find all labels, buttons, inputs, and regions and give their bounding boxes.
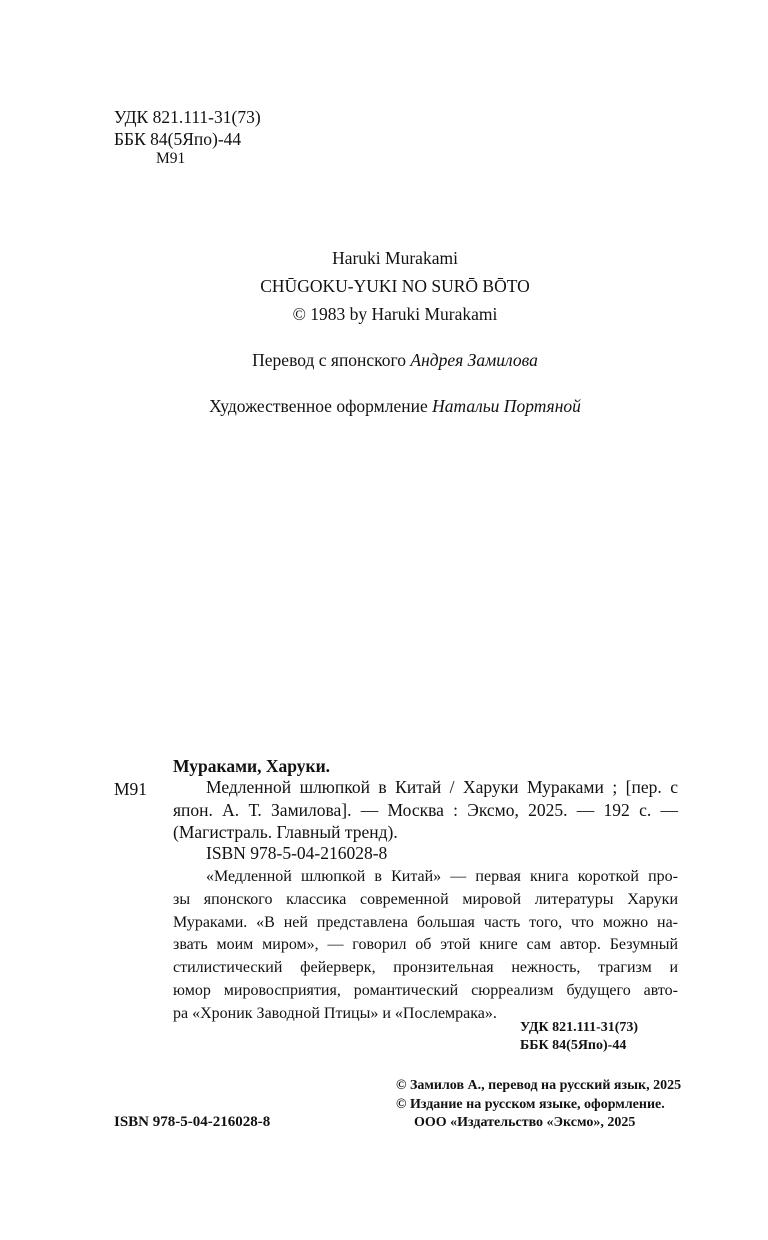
annotation — [173, 866, 678, 1026]
translator-name: Андрея Замилова — [410, 350, 538, 370]
bbk-code-bottom: ББК 84(5Япо)-44 — [520, 1038, 627, 1053]
top-classification-codes — [114, 106, 261, 150]
udk-code: УДК 821.111-31(73) — [114, 107, 261, 127]
original-author: Haruki Murakami — [332, 248, 458, 268]
annotation-line: звать моим миром», — говорил об этой книге сам автор. Безумный — [173, 936, 678, 954]
annotation-line: юмор мировосприятия, романтический сюрреализм будущего авто- — [173, 981, 678, 999]
entry-heading: Мураками, Харуки. — [173, 756, 331, 776]
copyright-translation: © Замилов А., перевод на русский язык, 2025 — [396, 1078, 682, 1093]
isbn-bottom: ISBN 978-5-04-216028-8 — [114, 1114, 271, 1130]
design-label: Художественное оформление — [209, 396, 428, 416]
annotation-line: «Медленной шлюпкой в Китай» — первая книга короткой про- — [206, 868, 678, 885]
original-copyright: © 1983 by Haruki Murakami — [292, 304, 498, 324]
original-title: CHŪGOKU-YUKI NO SURŌ BŌTO — [260, 276, 530, 296]
translation-credit — [0, 350, 768, 371]
annotation-line: Мураками. «В ней представлена большая часть того, что можно на- — [173, 913, 678, 931]
copyright-block — [396, 1077, 681, 1133]
copyright-edition: © Издание на русском языке, оформление. — [396, 1096, 665, 1112]
udk-code-bottom: УДК 821.111-31(73) — [520, 1020, 639, 1035]
annotation-line: стилистический фейерверк, пронзительная нежность, трагизм и — [173, 959, 678, 977]
author-mark-top: М91 — [156, 150, 186, 167]
entry-isbn: ISBN 978-5-04-216028-8 — [206, 843, 388, 863]
translation-label: Перевод с японского — [252, 350, 407, 370]
annotation-line: зы японского классика современной мировой литературы Харуки — [173, 890, 678, 908]
entry-description: Медленной шлюпкой в Китай / Харуки Мураками ; [пер. с япон. А. Т. Замилова]. — Москва : Эксмо, 2025. — 192 с. — (Магистраль. Главный тренд). — [173, 777, 678, 842]
designer-name: Натальи Портяной — [432, 396, 581, 416]
design-credit — [0, 396, 768, 417]
bottom-classification-codes — [520, 1019, 638, 1055]
bbk-code: ББК 84(5Япо)-44 — [114, 129, 242, 149]
bibliographic-description — [173, 776, 678, 844]
copyright-publisher: ООО «Издательство «Эксмо», 2025 — [414, 1115, 636, 1130]
annotation-line: ра «Хроник Заводной Птицы» и «Послемрака». — [173, 1004, 497, 1022]
author-mark-side: М91 — [114, 779, 148, 799]
